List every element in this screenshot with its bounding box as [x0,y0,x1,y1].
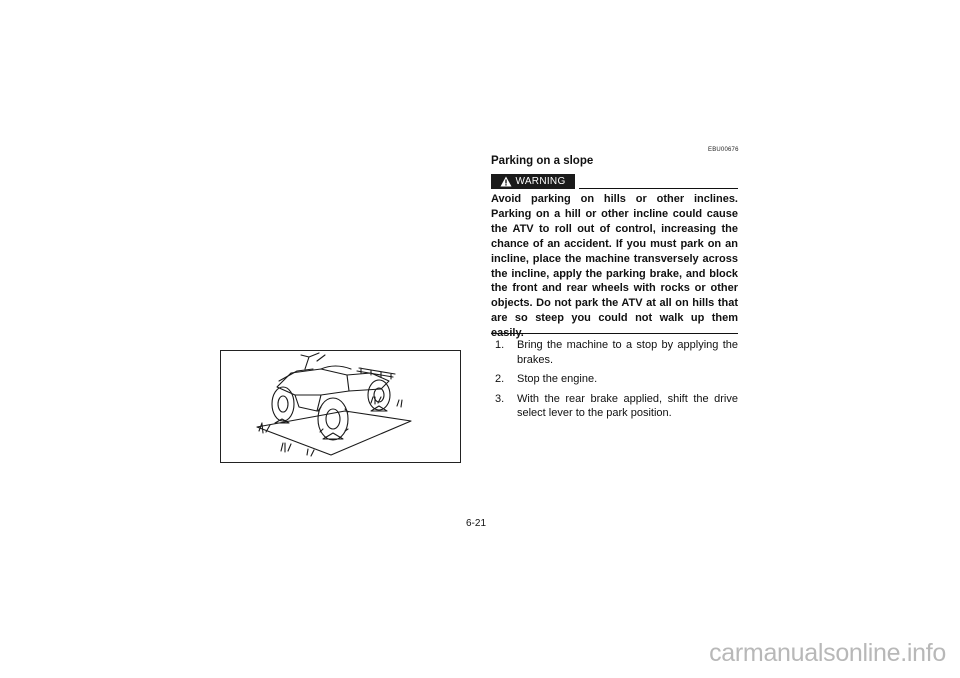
step-item [495,372,738,387]
warning-end-rule [491,333,738,334]
step-text: With the rear brake applied, shift the drive select lever to the park position. [517,392,738,420]
page-number: 6-21 [466,518,487,529]
warning-header [491,174,738,190]
warning-triangle-icon [500,176,512,187]
atv-parked-illustration [220,350,461,463]
atv-drawing [221,351,460,462]
step-text: Stop the engine. [517,373,598,386]
step-text: Bring the machine to a stop by applying the brakes. [517,339,738,366]
step-item [495,338,738,367]
warning-rule [579,188,738,189]
watermark: carmanualsonline.info [709,639,946,667]
step-number: 1. [495,339,505,351]
step-item [495,392,738,421]
warning-badge [491,174,575,189]
section-code: EBU00676 [708,147,739,153]
section-title: Parking on a slope [491,155,594,167]
warning-label: WARNING [515,176,566,187]
steps-list [495,338,738,426]
step-number: 2. [495,373,505,386]
step-number: 3. [495,392,505,405]
warning-text: Avoid parking on hills or other inclines. Parking on a hill or other incline could cause the ATV to roll out of control, increasing the chance of an accident. If you must park on an incline, place the machine transversely across the incline, apply the parking brake, and block the front and rear wheels with rocks or other objects. Do not park the ATV at all on hills that are so steep you could not walk up them easily. [491,193,738,340]
